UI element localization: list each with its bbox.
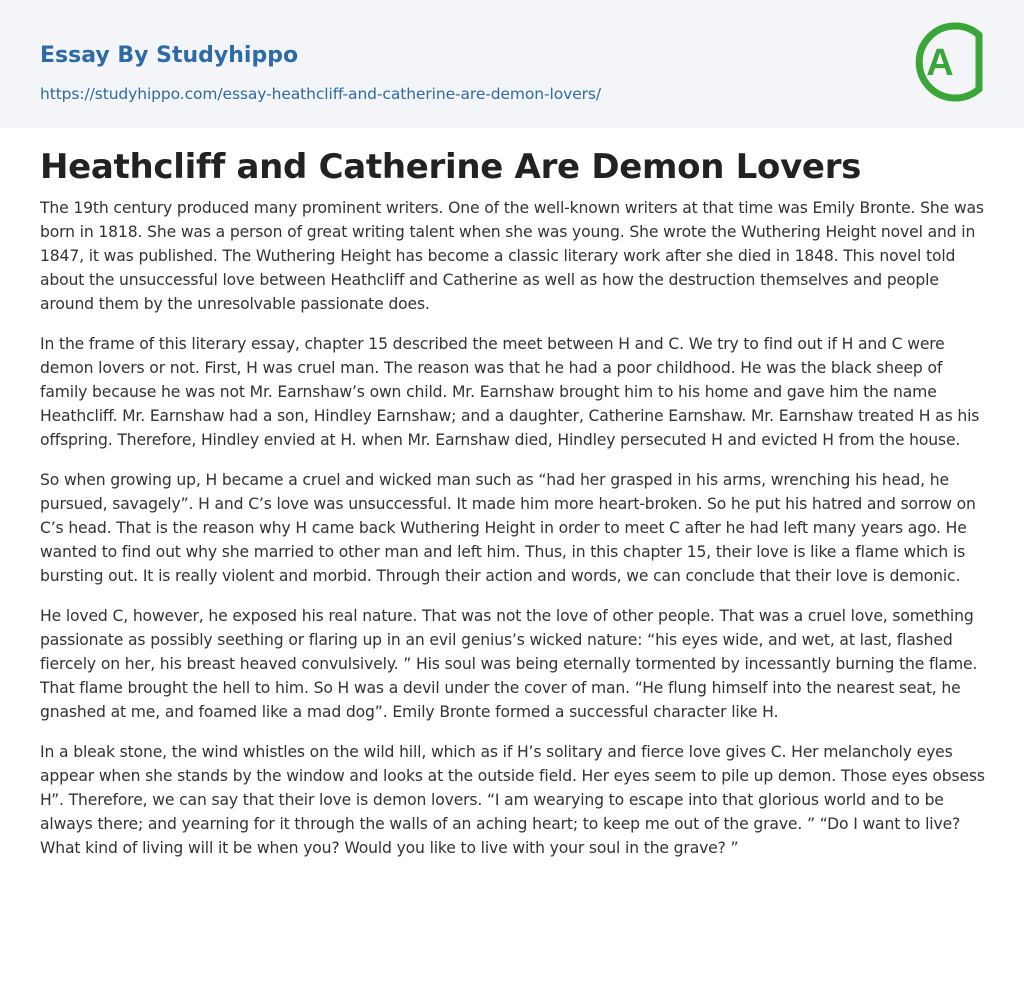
essay-url-link[interactable]: https://studyhippo.com/essay-heathcliff-and-catherine-are-demon-lovers/ — [40, 85, 601, 103]
site-title[interactable]: Essay By Studyhippo — [40, 43, 299, 68]
logo-letter: A — [926, 42, 954, 84]
essay-paragraph-4: He loved C, however, he exposed his real nature. That was not the love of other people. That was a cruel love, something passionate as possibly seething or flaring up in an evil genius’s wicked nature: “his eyes wide, and wet, at last, flashed fiercely on her, his breast heaved convulsively. ” His soul was being eternally tormented by incessantly burning the flame. That flame brought the hell to him. So H was a devil under the cover of man. “He flung himself into the nearest seat, he gnashed at me, and foamed like a mad dog”. Emily Bronte formed a successful character like H. — [40, 607, 978, 721]
site-header — [0, 0, 1024, 128]
essay-title: Heathcliff and Catherine Are Demon Lovers — [40, 147, 862, 187]
essay-content — [40, 138, 986, 876]
essay-paragraph-3: So when growing up, H became a cruel and wicked man such as “had her grasped in his arms, wrenching his head, he pursued, savagely”. H and C’s love was unsuccessful. It made him more heart-broken. So he put his hatred and sorrow on C’s head. That is the reason why H came back Wuthering Height in order to meet C after he had left many years ago. He wanted to find out why she married to other man and left him. Thus, in this chapter 15, their love is like a flame which is bursting out. It is really violent and morbid. Through their action and words, we can conclude that their love is demonic. — [40, 471, 976, 585]
studyhippo-logo-icon[interactable] — [909, 18, 987, 106]
essay-paragraph-1: The 19th century produced many prominent writers. One of the well-known writers at that time was Emily Bronte. She was born in 1818. She was a person of great writing talent when she was young. She wrote the Wuthering Height novel and in 1847, it was published. The Wuthering Height has become a classic literary work after she died in 1848. This novel told about the unsuccessful love between Heathcliff and Catherine as well as how the destruction themselves and people around them by the unresolvable passionate does. — [40, 199, 984, 313]
essay-paragraph-2: In the frame of this literary essay, chapter 15 described the meet between H and C. We try to find out if H and C were demon lovers or not. First, H was cruel man. The reason was that he had a poor childhood. He was the black sheep of family because he was not Mr. Earnshaw’s own child. Mr. Earnshaw brought him to his home and gave him the name Heathcliff. Mr. Earnshaw had a son, Hindley Earnshaw; and a daughter, Catherine Earnshaw. Mr. Earnshaw treated H as his offspring. Therefore, Hindley envied at H. when Mr. Earnshaw died, Hindley persecuted H and evicted H from the house. — [40, 335, 980, 449]
essay-paragraph-5: In a bleak stone, the wind whistles on the wild hill, which as if H’s solitary and fierce love gives C. Her melancholy eyes appear when she stands by the window and looks at the outside field. Her eyes seem to pile up demon. Those eyes obsess H”. Therefore, we can say that their love is demon lovers. “I am wearying to escape into that glorious world and to be always there; and yearning for it through the walls of an aching heart; to keep me out of the grave. ” “Do I want to live? What kind of living will it be when you? Would you like to live with your soul in the grave? ” — [40, 743, 985, 857]
